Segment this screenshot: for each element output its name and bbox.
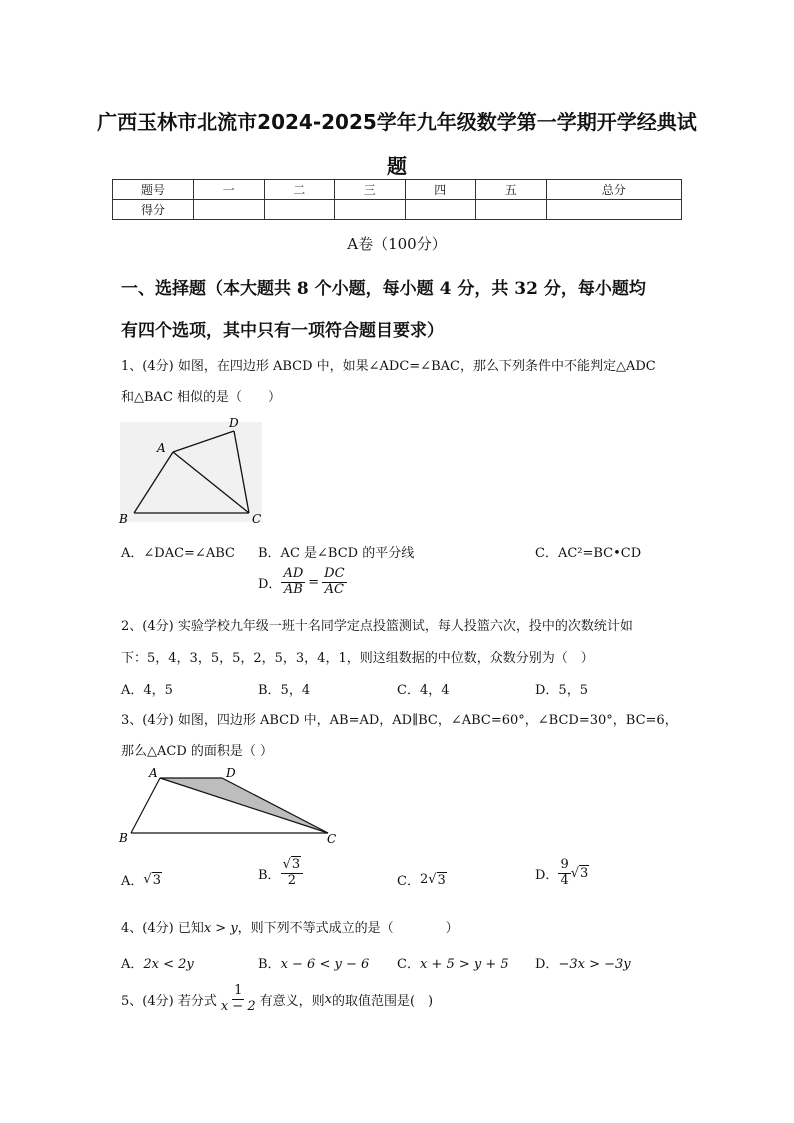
question-4-condition: x > y bbox=[203, 921, 238, 936]
question-5-prefix: 5、(4分) 若分式 bbox=[121, 993, 217, 1009]
question-4-suffix: ，则下列不等式成立的是（ ） bbox=[237, 921, 459, 936]
question-3-text-line2: 那么△ACD 的面积是（ ） bbox=[121, 744, 274, 759]
label-b: B bbox=[119, 512, 128, 526]
table-cell: 总分 bbox=[546, 180, 682, 200]
q2-option-a: A．4，5 bbox=[121, 683, 173, 698]
label-c: C bbox=[327, 832, 337, 846]
document-title-line2: 题 bbox=[387, 154, 407, 178]
q4-option-b-prefix: B． bbox=[258, 957, 281, 972]
sqrt-icon: √ bbox=[282, 857, 291, 872]
score-input-cell bbox=[405, 200, 476, 220]
q3-option-d-prefix: D． bbox=[535, 867, 559, 883]
q4-option-d bbox=[535, 953, 631, 972]
question-3-text-line1: 3、(4分) 如图，四边形 ABCD 中，AB=AD，AD∥BC，∠ABC=60°，∠BCD=30°，BC=6， bbox=[121, 713, 678, 728]
frac-denominator: x − 2 bbox=[220, 998, 256, 1014]
q4-option-d-expr: −3x > −3y bbox=[558, 957, 631, 972]
q3-option-b-fraction bbox=[281, 858, 304, 889]
q3-option-d-fraction bbox=[558, 858, 570, 889]
table-cell: 三 bbox=[335, 180, 406, 200]
q3-option-b bbox=[258, 858, 303, 889]
q4-option-c-expr: x + 5 > y + 5 bbox=[419, 957, 509, 972]
question-2-text-line1: 2、(4分) 实验学校九年级一班十名同学定点投篮测试，每人投篮六次，投中的次数统计如 bbox=[121, 619, 633, 634]
q1-option-d-fraction-2 bbox=[322, 567, 346, 598]
score-input-cell bbox=[264, 200, 335, 220]
label-a: A bbox=[149, 766, 158, 780]
question-4-prefix: 4、(4分) 已知 bbox=[121, 921, 204, 936]
q1-option-b: B．AC 是∠BCD 的平分线 bbox=[258, 546, 415, 561]
question-1-text-line1: 1、(4分) 如图，在四边形 ABCD 中，如果∠ADC=∠BAC，那么下列条件中不能判定△ADC bbox=[121, 359, 656, 374]
q3-option-a-prefix: A． bbox=[121, 874, 144, 889]
q4-option-b bbox=[258, 953, 369, 972]
q3-option-c-prefix: C． bbox=[397, 874, 420, 889]
question-5-variable: x bbox=[324, 991, 332, 1007]
label-c: C bbox=[252, 512, 262, 526]
label-b: B bbox=[119, 831, 128, 845]
q2-option-d: D．5，5 bbox=[535, 683, 588, 698]
segment-ab bbox=[131, 778, 160, 833]
table-cell: 二 bbox=[264, 180, 335, 200]
sqrt-icon: √ bbox=[570, 865, 580, 881]
question-1-figure bbox=[116, 414, 266, 526]
q4-option-b-expr: x − 6 < y − 6 bbox=[280, 957, 370, 972]
score-table-score-row bbox=[113, 200, 682, 220]
q4-option-a bbox=[121, 953, 194, 972]
question-5-text bbox=[121, 984, 433, 1015]
q3-option-d bbox=[535, 858, 589, 889]
q3-option-a bbox=[121, 870, 162, 889]
score-table-header-row bbox=[113, 180, 682, 200]
segment-dc bbox=[222, 778, 328, 833]
q4-option-c-prefix: C． bbox=[397, 957, 420, 972]
score-input-cell bbox=[546, 200, 682, 220]
radicand: 3 bbox=[152, 872, 161, 888]
question-5-middle: 有意义，则 bbox=[259, 993, 325, 1009]
segment-ac bbox=[160, 778, 328, 833]
table-cell: 一 bbox=[194, 180, 265, 200]
question-3-figure bbox=[116, 763, 341, 848]
score-input-cell bbox=[476, 200, 547, 220]
frac-numerator: AD bbox=[283, 566, 304, 581]
q3-option-c bbox=[397, 870, 447, 889]
question-4-text bbox=[121, 917, 459, 936]
score-input-cell bbox=[335, 200, 406, 220]
equals-sign: = bbox=[308, 574, 320, 590]
q4-option-c bbox=[397, 953, 509, 972]
sqrt-icon: √ bbox=[143, 872, 152, 887]
question-1-text-line2: 和△BAC 相似的是（ ） bbox=[121, 390, 282, 405]
sqrt-icon: √ bbox=[428, 872, 437, 887]
q1-option-d bbox=[258, 567, 347, 598]
frac-denominator: 2 bbox=[287, 872, 296, 888]
q1-option-a: A．∠DAC=∠ABC bbox=[121, 546, 235, 561]
q1-option-c: C．AC²=BC•CD bbox=[535, 546, 642, 561]
radicand: 3 bbox=[437, 872, 446, 888]
q1-option-d-fraction-1 bbox=[281, 567, 305, 598]
radicand: 3 bbox=[291, 857, 301, 872]
table-cell: 五 bbox=[476, 180, 547, 200]
paper-section-heading: A卷（100分） bbox=[347, 235, 447, 253]
table-cell: 题号 bbox=[113, 180, 194, 200]
q1-option-d-prefix: D． bbox=[258, 576, 282, 592]
frac-denominator: 4 bbox=[560, 872, 569, 888]
question-5-fraction bbox=[219, 984, 258, 1015]
q4-option-a-prefix: A． bbox=[121, 957, 144, 972]
frac-denominator: AC bbox=[324, 581, 345, 597]
score-input-cell bbox=[194, 200, 265, 220]
q4-option-d-prefix: D． bbox=[535, 957, 559, 972]
question-2-text-line2: 下：5，4，3，5，5，2，5，3，4，1，则这组数据的中位数，众数分别为（ ） bbox=[121, 651, 594, 666]
frac-denominator: AB bbox=[283, 581, 303, 597]
table-cell: 四 bbox=[405, 180, 476, 200]
label-d: D bbox=[229, 416, 239, 430]
q2-option-b: B．5，4 bbox=[258, 683, 311, 698]
document-title-line1: 广西玉林市北流市2024-2025学年九年级数学第一学期开学经典试 bbox=[97, 110, 697, 134]
radicand: 3 bbox=[580, 866, 589, 882]
label-a: A bbox=[157, 441, 166, 455]
frac-numerator: 1 bbox=[234, 983, 243, 998]
frac-numerator: 9 bbox=[560, 857, 569, 872]
frac-numerator bbox=[281, 858, 304, 874]
table-cell: 得分 bbox=[113, 200, 194, 220]
q3-option-b-prefix: B． bbox=[258, 867, 281, 883]
coefficient: 2 bbox=[419, 872, 429, 887]
q4-option-a-expr: 2x < 2y bbox=[143, 957, 194, 972]
section-heading-line1: 一、选择题（本大题共 8 个小题，每小题 4 分，共 32 分，每小题均 bbox=[121, 279, 646, 299]
label-d: D bbox=[226, 766, 236, 780]
frac-numerator: DC bbox=[324, 566, 345, 581]
q2-option-c: C．4，4 bbox=[397, 683, 450, 698]
section-heading-line2: 有四个选项，其中只有一项符合题目要求） bbox=[121, 321, 444, 341]
score-table bbox=[112, 179, 682, 220]
question-5-suffix: 的取值范围是( ) bbox=[331, 993, 434, 1009]
